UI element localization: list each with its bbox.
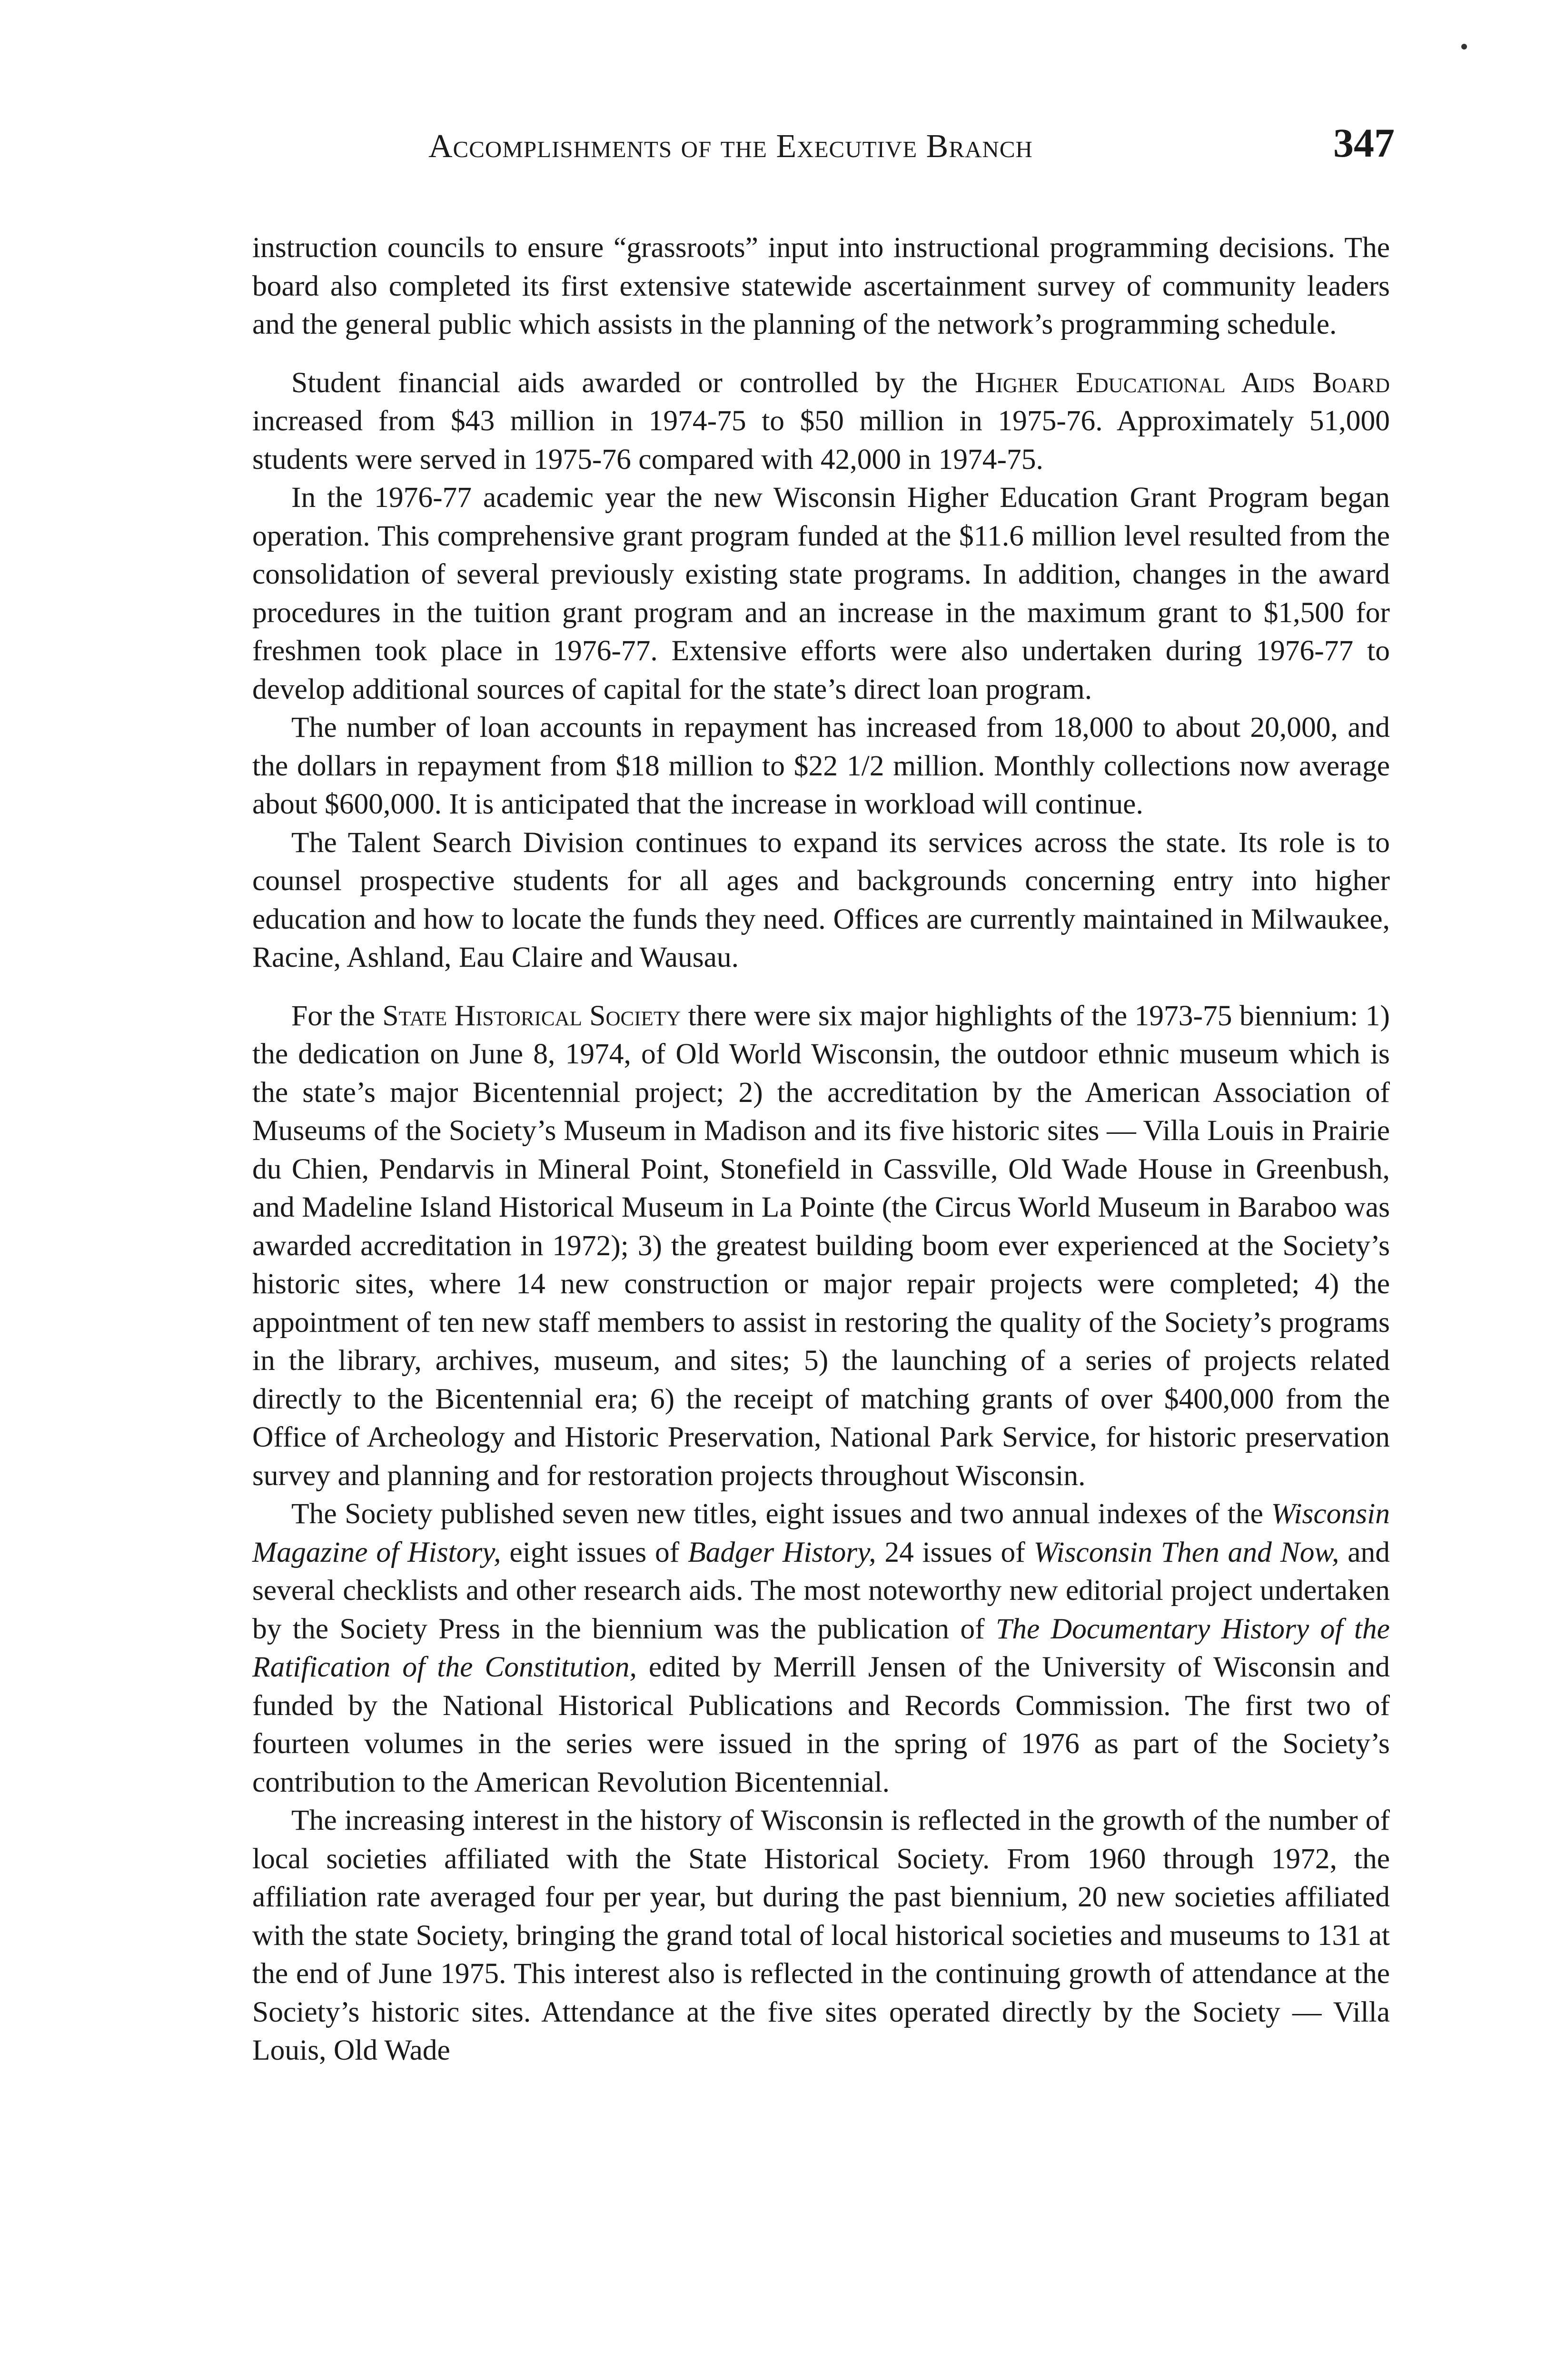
paragraph-local-societies: The increasing interest in the history of Wisconsin is reflected in the growth of the number of local societies affiliated with the State Historical Society. From 1960 through 1972, the affiliation rate averaged four per year, but during the past biennium, 20 new societies affiliated with the state Society, bringing the grand total of local historical societies and museums to 131 at the end of June 1975. This interest also is reflected in the continuing growth of attendance at the Society’s historic sites. Attendance at the five sites operated directly by the Society — Villa Louis, Old Wade — [252, 1804, 1390, 2066]
publication-title: Wisconsin Then and Now, — [1033, 1536, 1339, 1568]
paragraph-historical-society — [252, 997, 1390, 1495]
running-head — [252, 119, 1395, 171]
paragraph-loan-accounts: The number of loan accounts in repayment has increased from 18,000 to about 20,000, and the dollars in repayment from $18 million to $22 1/2 million. Monthly collections now average about $600,000. It is anticipated that the increase in workload will continue. — [252, 711, 1390, 820]
agency-name: Higher Educational Aids Board — [975, 366, 1390, 399]
paragraph-text: edited by Merrill Jensen of the University of Wisconsin and funded by the National Historical Publications and Records Commission. The first two of fourteen volumes in the series were issued in the spring of 1976 as part of the Society’s contribution to the American Revolution Bicentennial. — [252, 1651, 1390, 1798]
paragraph-text: Student financial aids awarded or controlled by the — [291, 366, 975, 399]
agency-name: State Historical Society — [382, 999, 681, 1032]
publication-title: The Documentary History of the Ratification of the Constitution, — [252, 1612, 1390, 1683]
page-number: 347 — [1333, 120, 1395, 166]
scan-speck — [1461, 44, 1467, 50]
text-column — [252, 228, 1390, 2070]
publication-title: Wisconsin Magazine of History, — [252, 1497, 1390, 1568]
paragraph-grant-program: In the 1976-77 academic year the new Wisconsin Higher Education Grant Program began operation. This comprehensive grant program funded at the $11.6 million level resulted from the consolidation of several previously existing state programs. In addition, changes in the award procedures in the tuition grant program and an increase in the maximum grant to $1,500 for freshmen took place in 1976-77. Extensive efforts were also undertaken during 1976-77 to develop additional sources of capital for the state’s direct loan program. — [252, 481, 1390, 705]
paragraph-text: increased from $43 million in 1974-75 to $50 million in 1975-76. Approximately 51,000 students were served in 1975-76 compared with 42,000 in 1974-75. — [252, 405, 1390, 476]
paragraph-text: and several checklists and other research aids. The most noteworthy new editorial project undertaken by the Society Press in the biennium was the publication of — [252, 1536, 1390, 1645]
paragraph-talent-search: The Talent Search Division continues to expand its services across the state. Its role is to counsel prospective students for all ages and backgrounds concerning entry into higher education and how to locate the funds they need. Offices are currently maintained in Milwaukee, Racine, Ashland, Eau Claire and Wausau. — [252, 826, 1390, 973]
paragraph-text: there were six major highlights of the 1973-75 biennium: 1) the dedication on June 8, 1974, of Old World Wisconsin, the outdoor ethnic museum which is the state’s major Bicentennial project; 2) the accreditation by the American Association of Museums of the Society’s Museum in Madison and its five historic sites — Villa Louis in Prairie du Chien, Pendarvis in Mineral Point, Stonefield in Cassville, Old Wade House in Greenbush, and Madeline Island Historical Museum in La Pointe (the Circus World Museum in Baraboo was awarded accreditation in 1972); 3) the greatest building boom ever experienced at the Society’s historic sites, where 14 new construction or major repair projects were completed; 4) the appointment of ten new staff members to assist in restoring the quality of the Society’s programs in the library, archives, museum, and sites; 5) the launching of a series of projects related directly to the Bicentennial era; 6) the receipt of matching grants of over $400,000 from the Office of Archeology and Historic Preservation, National Park Service, for historic preservation survey and planning and for restoration projects throughout Wisconsin. — [252, 999, 1390, 1492]
running-title: Accomplishments of the Executive Branch — [428, 128, 1033, 165]
paragraph-text: For the — [291, 999, 383, 1032]
paragraph-instruction-councils: instruction councils to ensure “grassroots” input into instructional programming decisions. The board also completed its first extensive statewide ascertainment survey of community leaders and the general public which assists in the planning of the network’s programming schedule. — [252, 231, 1390, 340]
paragraph-higher-educational-aids — [252, 364, 1390, 479]
publication-title: Badger History, — [688, 1536, 876, 1568]
paragraph-text: The Society published seven new titles, eight issues and two annual indexes of the — [291, 1497, 1271, 1530]
paragraph-society-publications — [252, 1495, 1390, 1801]
paragraph-text: 24 issues of — [876, 1536, 1034, 1568]
paragraph-text: eight issues of — [501, 1536, 688, 1568]
